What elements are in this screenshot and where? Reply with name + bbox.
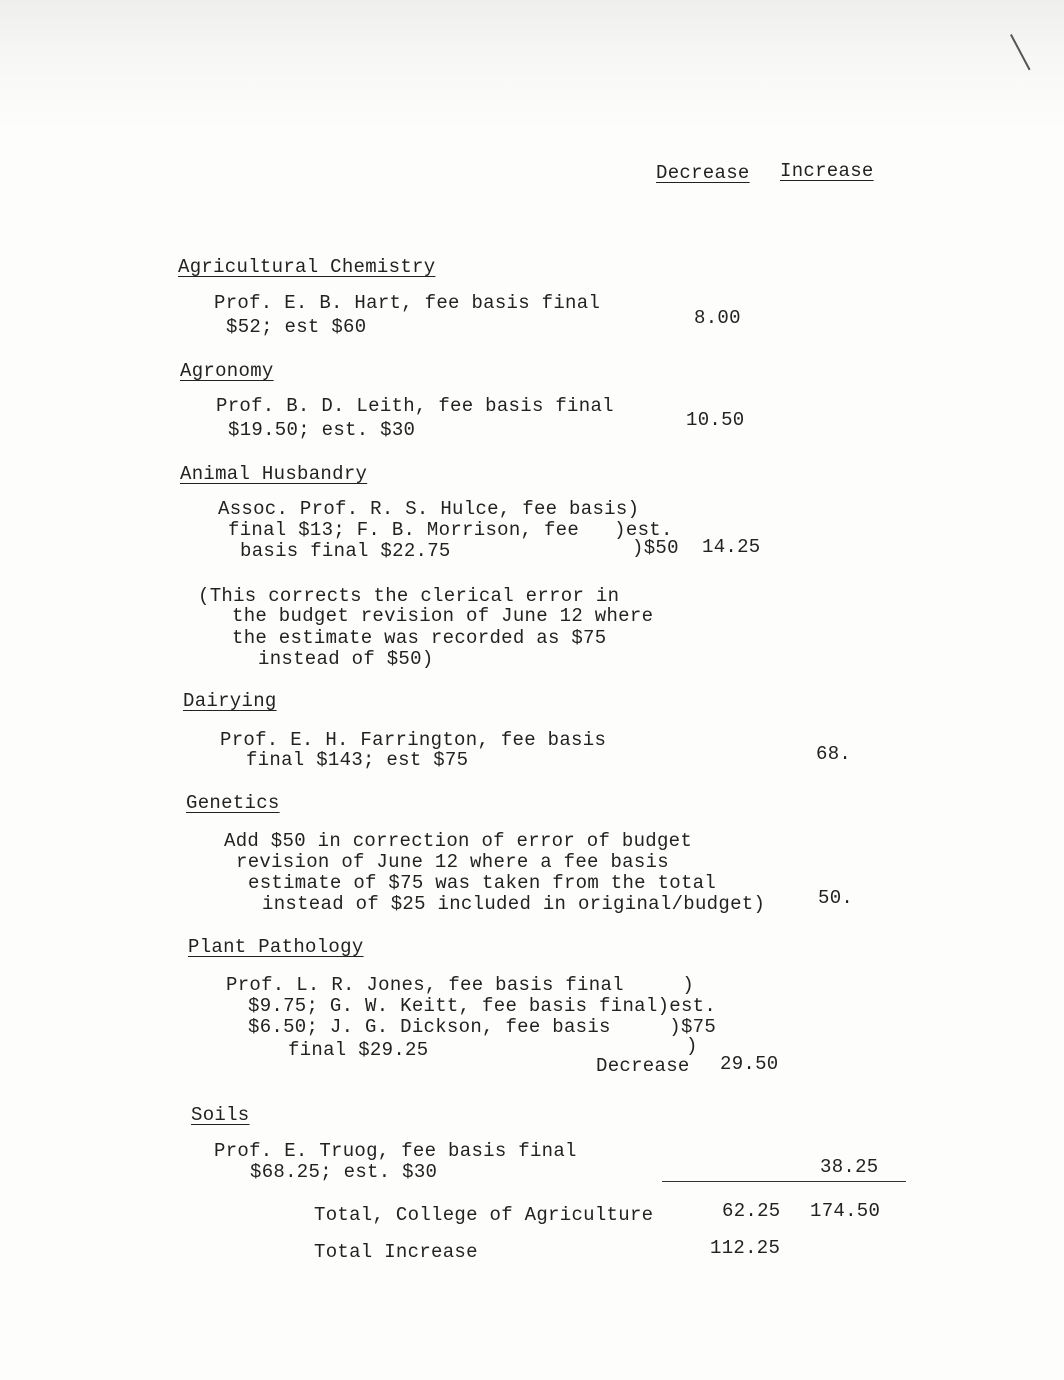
column-header-decrease: Decrease	[656, 162, 750, 184]
note-line: instead of $50)	[258, 648, 434, 670]
entry-line: final $13; F. B. Morrison, fee )est.	[228, 519, 673, 541]
estimate-amount: )$50	[632, 537, 679, 559]
total-rule	[662, 1181, 906, 1182]
entry-line: Prof. B. D. Leith, fee basis final	[216, 395, 614, 417]
note-line: the budget revision of June 12 where	[232, 605, 654, 627]
total-college-decrease: 62.25	[722, 1200, 781, 1222]
entry-line: Prof. E. H. Farrington, fee basis	[220, 729, 607, 751]
section-heading: Plant Pathology	[188, 936, 364, 958]
total-increase-label: Total Increase	[314, 1241, 478, 1263]
entry-line: final $29.25	[288, 1039, 429, 1061]
section-heading: Animal Husbandry	[180, 463, 368, 485]
entry-line: basis final $22.75	[240, 540, 451, 562]
increase-amount: 68.	[816, 743, 852, 765]
section-heading: Genetics	[186, 792, 280, 814]
entry-line: $6.50; J. G. Dickson, fee basis )$75	[248, 1016, 717, 1038]
entry-line: Prof. L. R. Jones, fee basis final )	[226, 974, 695, 996]
entry-line: $19.50; est. $30	[228, 419, 416, 441]
entry-line: final $143; est $75	[246, 749, 469, 771]
total-increase-value: 112.25	[710, 1237, 781, 1259]
column-header-increase: Increase	[780, 160, 874, 182]
entry-line: $68.25; est. $30	[250, 1161, 438, 1183]
section-heading: Dairying	[183, 690, 277, 712]
decrease-amount: 29.50	[720, 1053, 779, 1075]
total-college-label: Total, College of Agriculture	[314, 1204, 654, 1226]
increase-amount: 38.25	[820, 1156, 879, 1178]
note-line: the estimate was recorded as $75	[232, 627, 607, 649]
closing-paren: )	[686, 1035, 698, 1057]
entry-line: Add $50 in correction of error of budget	[224, 830, 693, 852]
decrease-amount: 8.00	[694, 307, 741, 329]
entry-line: Prof. E. Truog, fee basis final	[214, 1140, 577, 1162]
total-college-increase: 174.50	[810, 1200, 881, 1222]
decrease-amount: 10.50	[686, 409, 745, 431]
entry-line: instead of $25 included in original/budget)	[262, 893, 766, 915]
entry-line: $9.75; G. W. Keitt, fee basis final)est.	[248, 995, 717, 1017]
entry-line: Prof. E. B. Hart, fee basis final	[214, 292, 601, 314]
entry-line: Assoc. Prof. R. S. Hulce, fee basis)	[218, 498, 640, 520]
decrease-label: Decrease	[596, 1055, 690, 1077]
increase-amount: 50.	[818, 887, 854, 909]
section-heading: Soils	[191, 1104, 250, 1126]
entry-line: estimate of $75 was taken from the total	[248, 872, 717, 894]
scan-shading	[0, 0, 1064, 130]
section-heading: Agronomy	[180, 360, 274, 382]
decrease-amount: 14.25	[702, 536, 761, 558]
entry-line: revision of June 12 where a fee basis	[236, 851, 669, 873]
note-line: (This corrects the clerical error in	[198, 585, 620, 607]
section-heading: Agricultural Chemistry	[178, 256, 436, 278]
entry-line: $52; est $60	[226, 316, 367, 338]
